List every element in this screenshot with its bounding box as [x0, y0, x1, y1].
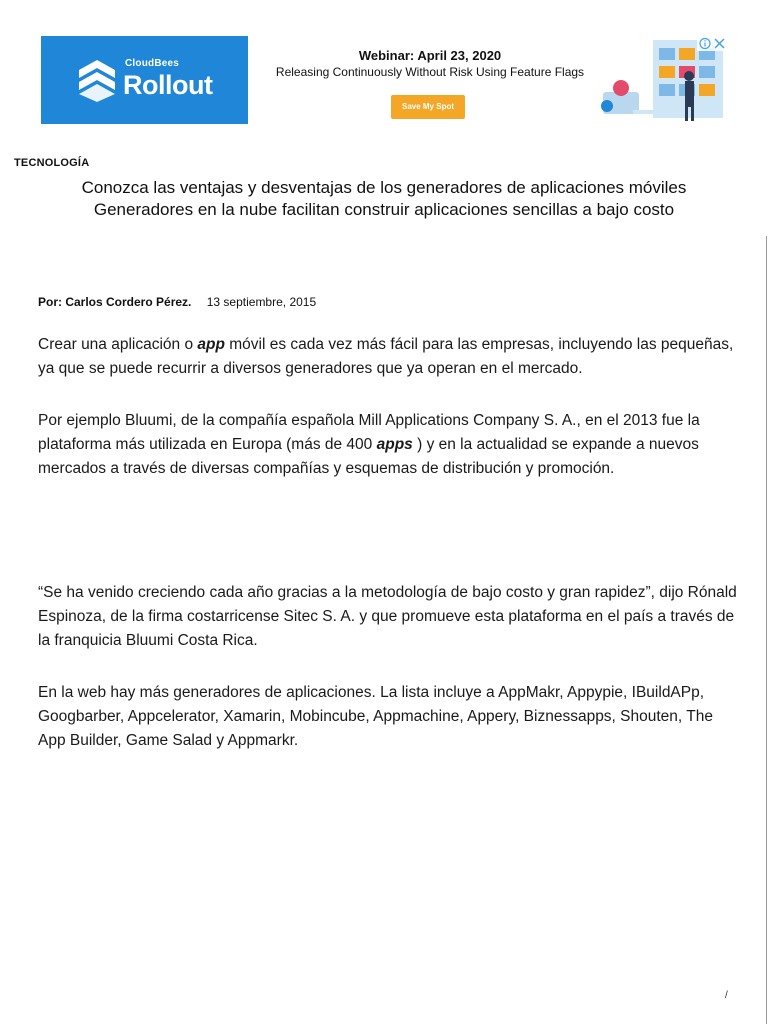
ad-product-name: Rollout	[123, 70, 213, 100]
author: Por: Carlos Cordero Pérez	[38, 295, 189, 309]
paragraph-4: En la web hay más generadores de aplicaciones. La lista incluye a AppMakr, Appypie, IBuildAPp, Googbarber, Appcelerator, Xamarin, Mobincube, Appmachine, Appery, Biznessapps, Shouten, The App Builder, Game Salad y Appmarkr.	[38, 684, 713, 749]
page-mark: /	[725, 990, 728, 1001]
rollout-logo-icon	[77, 58, 117, 102]
paragraph-1: Crear una aplicación o app móvil es cada vez más fácil para las empresas, incluyendo las pequeñas, ya que se puede recurrir a diversos generadores que ya operan en el mercado.	[38, 336, 734, 377]
paragraph-2: Por ejemplo Bluumi, de la compañía española Mill Applications Company S. A., en el 2013 fue la plataforma más utilizada en Europa (más de 400 apps ) y en la actualidad se expande a nuevos mercados a través de diversas compañías y esquemas de distribución y promoción.	[38, 412, 700, 477]
close-icon[interactable]	[715, 39, 724, 48]
byline: Por: Carlos Cordero Pérez. 13 septiembre, 2015	[38, 295, 317, 309]
article-headline-block	[0, 177, 768, 221]
paragraph-3: “Se ha venido creciendo cada año gracias a la metodología de bajo costo y gran rapidez”, dijo Rónald Espinoza, de la firma costarricense Sitec S. A. y que promueve esta plataforma en el país a través de la franquicia Bluumi Costa Rica.	[38, 584, 737, 649]
ad-brand-panel[interactable]	[41, 36, 248, 124]
ad-banner[interactable]	[41, 36, 727, 124]
ad-webinar-subtitle: Releasing Continuously Without Risk Using Feature Flags	[275, 65, 585, 79]
publish-date: 13 septiembre, 2015	[206, 295, 317, 309]
ad-controls[interactable]	[697, 36, 727, 51]
divider	[766, 236, 767, 1024]
emphasis-apps: apps	[376, 436, 413, 453]
ad-company-name: CloudBees	[125, 58, 180, 69]
section-label: TECNOLOGÍA	[14, 157, 90, 169]
article-subheadline: Generadores en la nube facilitan construir aplicaciones sencillas a bajo costo	[93, 200, 675, 219]
ad-webinar-title: Webinar: April 23, 2020	[358, 48, 502, 63]
emphasis-app: app	[197, 336, 225, 353]
article-headline: Conozca las ventajas y desventajas de los generadores de aplicaciones móviles	[81, 178, 687, 197]
adchoices-icon[interactable]	[697, 36, 727, 51]
save-my-spot-button[interactable]: Save My Spot	[391, 95, 465, 119]
